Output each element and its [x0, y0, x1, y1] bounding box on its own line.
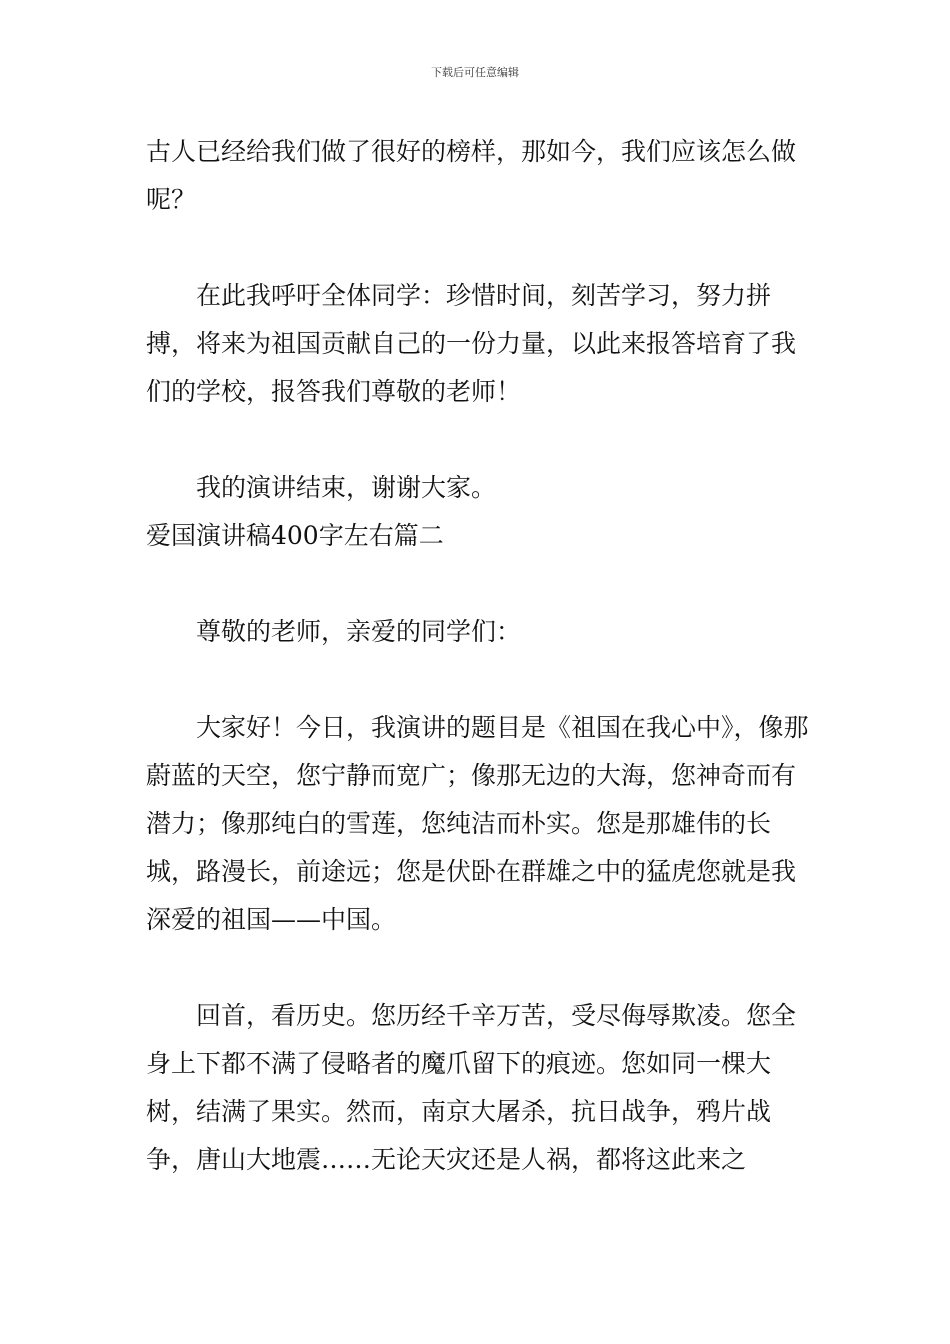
paragraph-4: 大家好！今日，我演讲的题目是《祖国在我心中》，像那蔚蓝的天空，您宁静而宽广；像那无边的大海，您神奇而有潜力；像那纯白的雪莲，您纯洁而朴实。您是那雄伟的长城，路漫长，前途远；您是伏卧在群雄之中的猛虎您就是我深爱的祖国——中国。 [146, 713, 809, 934]
paragraph-5: 回首，看历史。您历经千辛万苦，受尽侮辱欺凌。您全身上下都不满了侵略者的魔爪留下的痕迹。您如同一棵大树，结满了果实。然而，南京大屠杀，抗日战争，鸦片战争，唐山大地震……无论天灾还是人祸，都将这此来之 [146, 1001, 797, 1174]
paragraph-spacer [146, 416, 810, 464]
paragraph-spacer [146, 560, 810, 608]
paragraph-spacer [146, 944, 810, 992]
section-heading: 爱国演讲稿400字左右篇二 [146, 521, 444, 550]
paragraph-1: 古人已经给我们做了很好的榜样，那如今，我们应该怎么做呢？ [146, 137, 797, 214]
paragraph-greeting: 尊敬的老师，亲爱的同学们： [196, 617, 522, 646]
page-header-note: 下载后可任意编辑 [431, 66, 519, 79]
paragraph-2: 在此我呼吁全体同学：珍惜时间，刻苦学习，努力拼搏，将来为祖国贡献自己的一份力量，以此来报答培育了我们的学校，报答我们尊敬的老师！ [146, 281, 797, 406]
paragraph-3: 我的演讲结束，谢谢大家。 [196, 473, 497, 502]
paragraph-spacer [146, 224, 810, 272]
document-body [146, 128, 810, 1184]
paragraph-spacer [146, 656, 810, 704]
